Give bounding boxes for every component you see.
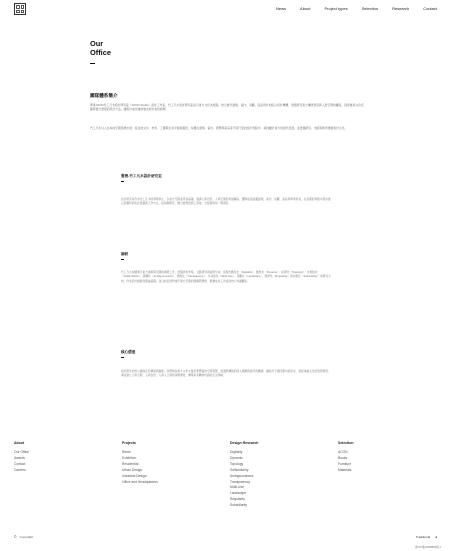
page-title: Our Office (90, 39, 111, 57)
footer-link-regularity[interactable]: Regularity (230, 497, 245, 502)
footer-link-multi-use[interactable]: Multi-Use (230, 485, 244, 490)
studio-logo[interactable] (14, 3, 26, 15)
footer-link-retail[interactable]: Retail (122, 450, 131, 454)
footer-column-title: Projects (122, 441, 136, 445)
copyright-text: Copyright (19, 535, 33, 539)
footer-link-furniture[interactable]: Furniture (338, 461, 352, 466)
nav-item-contact[interactable]: Contact (423, 6, 437, 11)
logo-cell (21, 10, 25, 14)
footer-link-careers[interactable]: Careers (14, 467, 26, 472)
practice-rule (121, 181, 124, 182)
logo-cell (16, 10, 20, 14)
core-values-heading: 核心價值 (121, 350, 136, 354)
footer-column-design-research (230, 441, 320, 509)
nav-item-selection[interactable]: Selection (361, 6, 379, 11)
footer-link-landscape[interactable]: Landscape (230, 491, 247, 496)
footer-link-subsidiarity[interactable]: Subsidiarity (230, 503, 248, 508)
nav-item-research[interactable]: Research (392, 6, 410, 11)
footer-link-topology[interactable]: Topology (230, 461, 244, 466)
top-nav (276, 6, 437, 11)
footer-link-selfsimilarity[interactable]: Selfsimilarity (230, 467, 249, 472)
footer-link-dynamic[interactable]: Dynamic (230, 455, 243, 460)
team-paragraph-1: 華東CFOO竹工凡木設計研究室（CFOO Studio）設計工作室，竹工凡木設計研究室是以東方文化為根基，結合當代建築、室內、景觀、產品設計的綜合設計機構，透過研究東方傳統營造與人居空間的關係，探索兼具文化底蘊與當代語境的設計方法，讓設計成為連結過去與未來的橋樑。 (90, 103, 364, 112)
research-heading: 調研 (121, 252, 129, 256)
footer-column-title: Selection (338, 441, 354, 445)
footer-column-about (14, 441, 104, 474)
nav-item-about[interactable]: About (300, 6, 311, 11)
footer-link-urban-design[interactable]: Urban Design (122, 467, 143, 472)
footer-link-books[interactable]: Books (338, 455, 348, 460)
logo-cell (16, 5, 20, 9)
footer-link-ambiguousness[interactable]: Ambiguousness (230, 473, 254, 478)
copyright (14, 535, 33, 539)
logo-cell (21, 5, 25, 9)
footer-link-digitality[interactable]: Digitality (230, 450, 243, 454)
footer-column-title: Design Research (230, 441, 259, 445)
footer-link-exhibition[interactable]: Exhibition (122, 455, 137, 460)
practice-text: 設計研究室作為竹工凡木的實務核心，以東方空間美學為基礎，強調人與自然、人與空間的和諧關係。團隊成員涵蓋建築、室內、景觀、產品等專業背景，在長期的實踐中逐步建立起獨特的設計語彙與工作方法，從前期研究、概念發想到施工落地，全程參與每一個項目。 (121, 198, 331, 206)
footer-link-materials[interactable]: Materials (338, 467, 352, 472)
footer-link-our-office[interactable]: Our Office (14, 450, 29, 454)
footer-link-acon[interactable]: ACON (338, 450, 348, 454)
footer-link-awards[interactable]: Awards (14, 455, 25, 460)
research-text: 竹工凡木持續進行東方建築與空間的調研工作，透過實地考察、文獻研究與案例分析，梳理出數位化（Digitality）、動態化（Dynamic）、拓撲化（Topology）、自相似化（Selfsimilarity）、模糊化（Ambiguousness）、透明化（Transparency）、多功能化（Multi-Use）、景觀化（Landscape）、規律化（Regularity）與次級化（Subsidiarity）等研究方向，作為設計創新的理論基礎，並以此拓展對當代東方空間的理解與想像，累積成為工作室的核心知識體系。 (121, 271, 331, 283)
research-rule (121, 259, 124, 260)
arrow-left-icon: ◂ (435, 535, 437, 539)
icp-registration[interactable]: 浙ICP備19008829號-1 (415, 546, 441, 549)
footer-link-residential[interactable]: Residential (122, 461, 139, 466)
team-paragraph-2: 竹工凡木以人為本的空間思維出發，從在地文化、材料、工藝與生活中汲取靈感，持續在建築、室內、展覽與產品等不同尺度的設計實踐中，尋找屬於東方的當代表達，並透過研究、出版與教育推廣設計文化。 (90, 126, 348, 130)
language-switcher[interactable] (416, 535, 437, 539)
core-values-text: 設計研究的核心價值在於傳承與創新。我們相信東方文化中蘊含著豐富的空間智慧，透過對傳統的深入理解與當代的轉譯，讓設計不僅回應功能需求，更能承載文化記憶與情感，進而建立人與空間、人與自然、人與人之間的深層連結，構築具有精神內涵的生活場域。 (121, 370, 331, 378)
team-heading: 團隊體系簡介 (90, 93, 118, 98)
footer-link-industrial-design[interactable]: Industrial Design (122, 473, 147, 478)
nav-item-project-types[interactable]: Project types (324, 6, 348, 11)
footer-link-contact[interactable]: Contact (14, 461, 26, 466)
practice-heading: 實務-竹工凡木設計研究室 (121, 174, 162, 178)
title-underline (90, 63, 95, 64)
footer-column-title: About (14, 441, 25, 445)
footer-column-selection (338, 441, 428, 474)
footer-column-projects (122, 441, 212, 485)
core-values-rule (121, 357, 124, 358)
footer-link-transparency[interactable]: Transparency (230, 479, 251, 484)
copyright-icon: © (14, 535, 17, 539)
language-label: Traditional (415, 535, 431, 539)
nav-item-news[interactable]: News (276, 6, 287, 11)
footer-link-office-headquarters[interactable]: Office and Headquarters (122, 479, 158, 484)
